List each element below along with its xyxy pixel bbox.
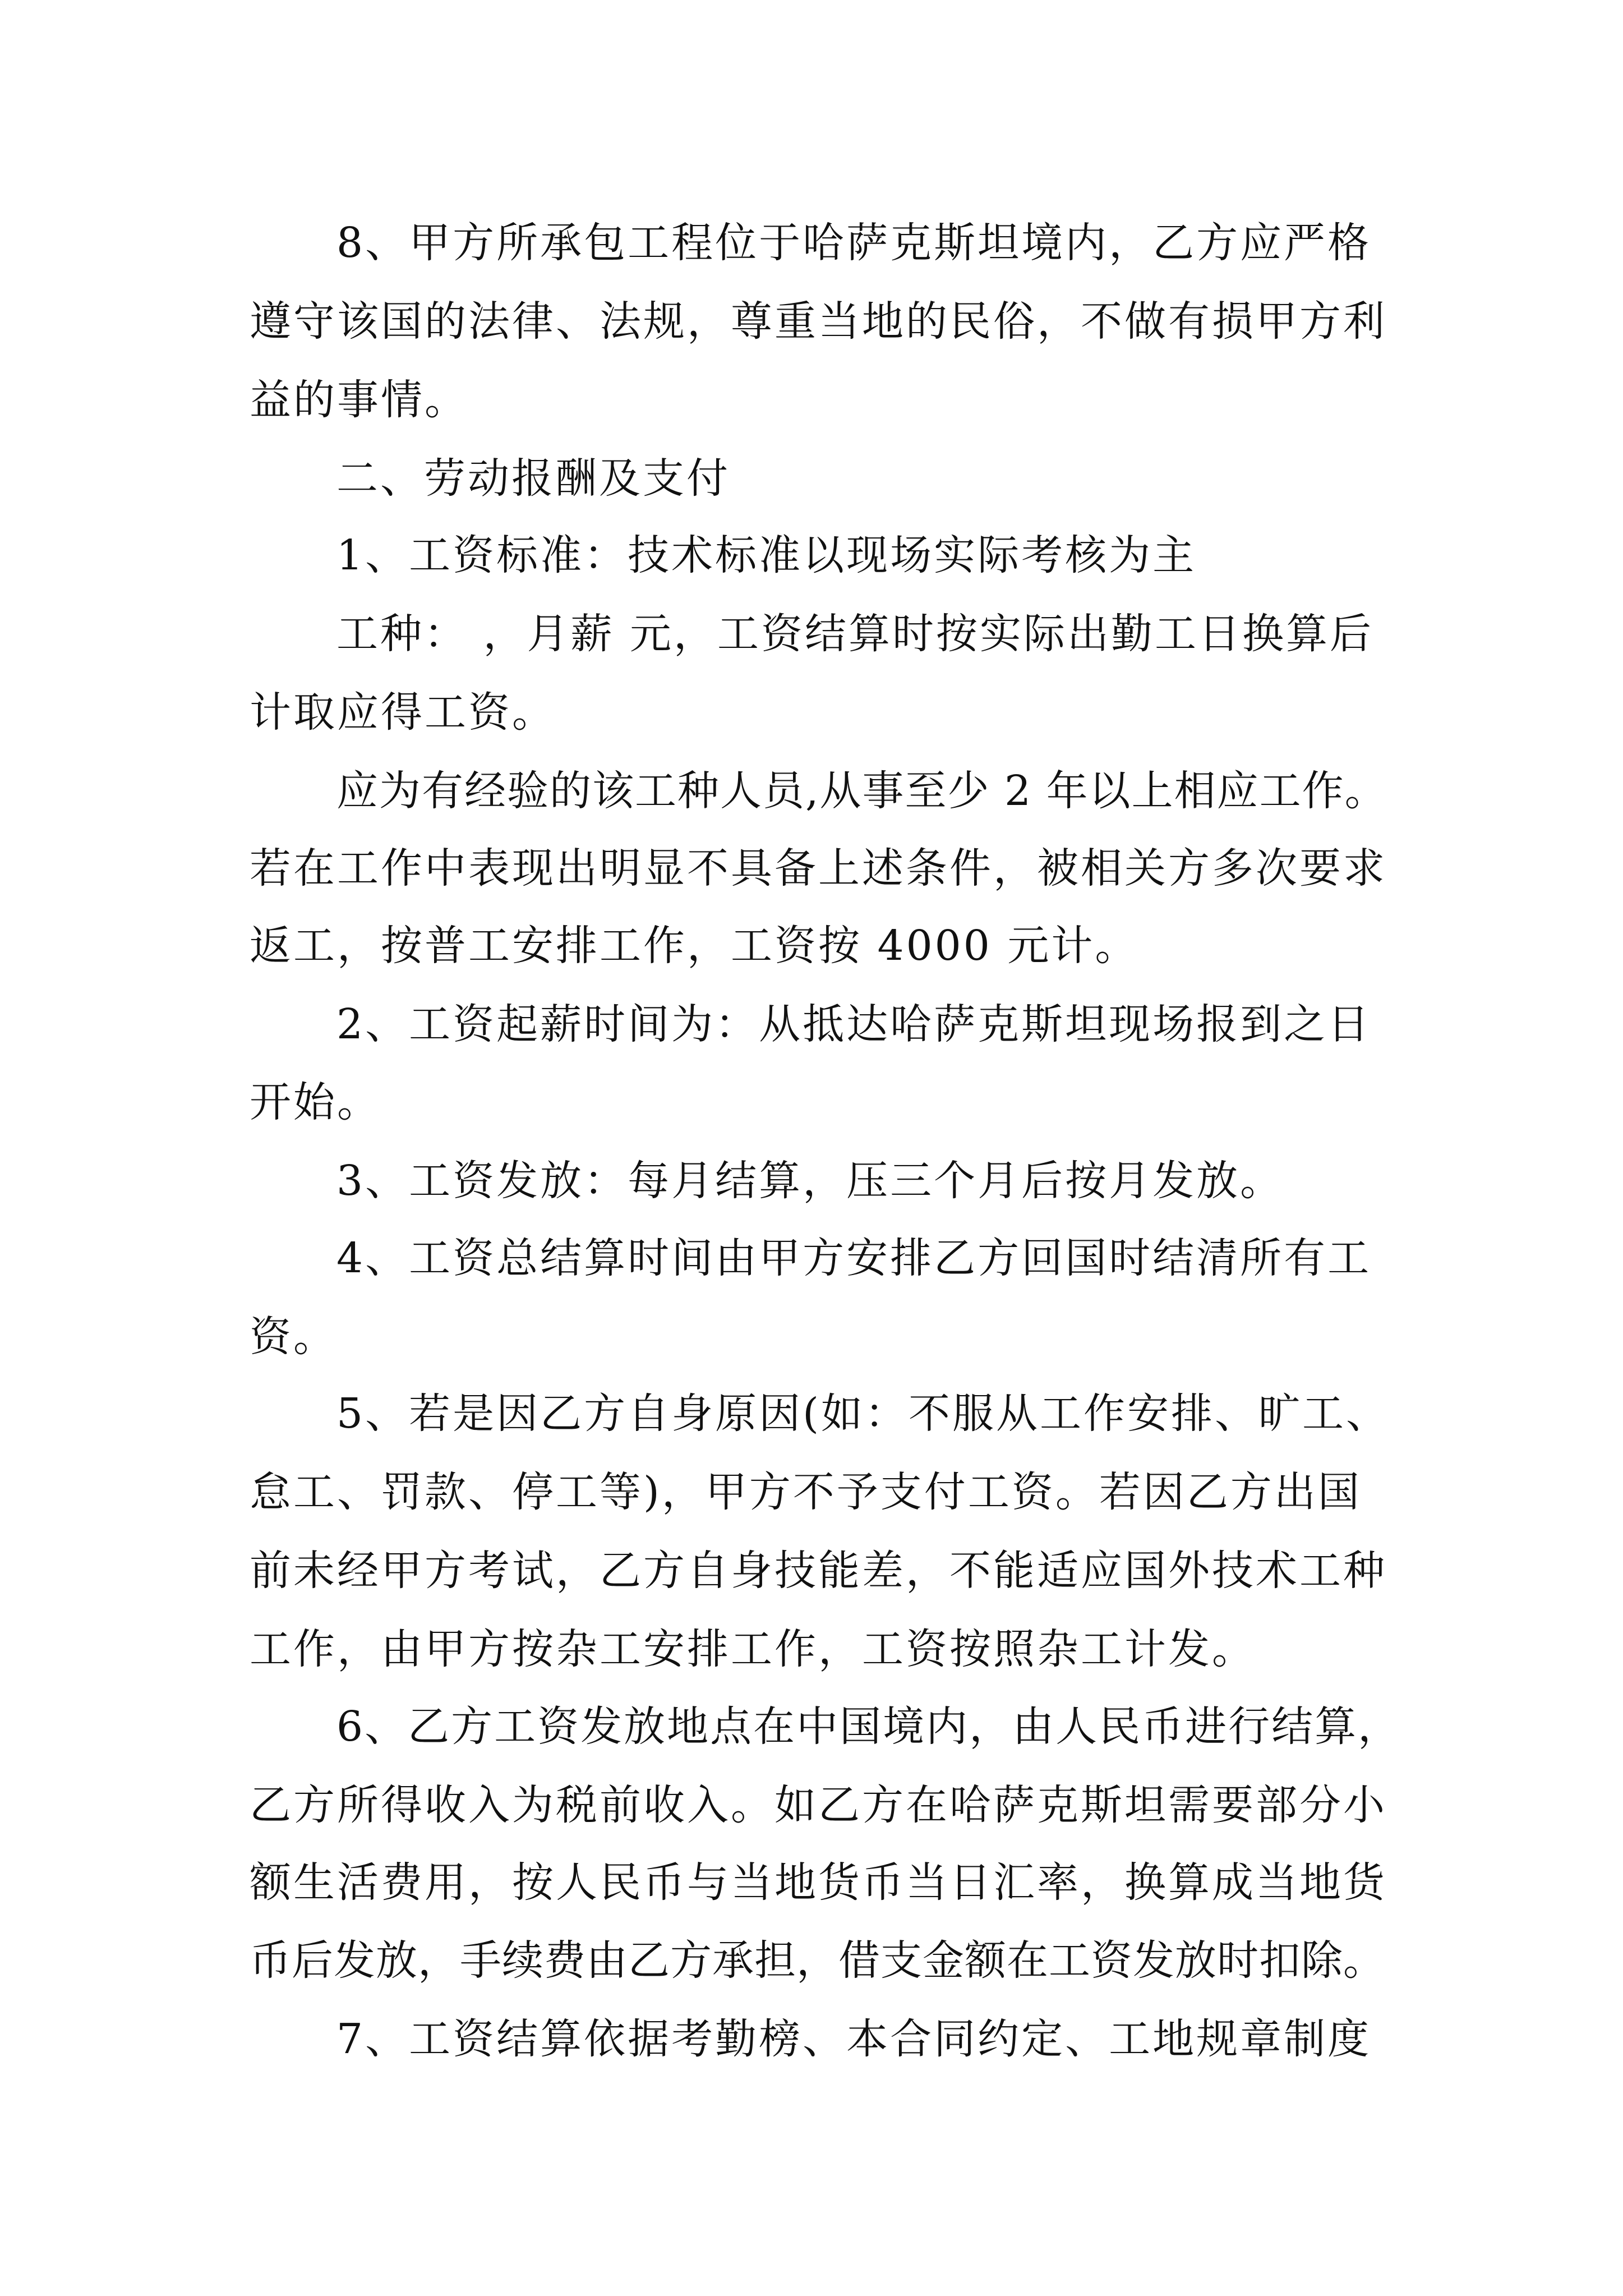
paragraph-line: 应为有经验的该工种人员,从事至少 2 年以上相应工作。 (336, 767, 1387, 815)
paragraph-line: 8、甲方所承包工程位于哈萨克斯坦境内，乙方应严格 (336, 219, 1372, 267)
paragraph-line: 工作，由甲方按杂工安排工作，工资按照杂工计发。 (250, 1625, 1256, 1673)
paragraph-line: 6、乙方工资发放地点在中国境内，由人民币进行结算， (336, 1703, 1401, 1751)
paragraph-line: 1、工资标准：技术标准以现场实际考核为主 (336, 531, 1197, 579)
paragraph-line: 工种： ，月薪 元，工资结算时按实际出勤工日换算后 (336, 610, 1374, 658)
section-heading: 二、劳动报酬及支付 (336, 454, 730, 503)
paragraph-line: 益的事情。 (250, 376, 468, 424)
paragraph-line: 资。 (250, 1313, 337, 1361)
paragraph-line: 3、工资发放：每月结算，压三个月后按月发放。 (336, 1157, 1284, 1205)
paragraph-line: 7、工资结算依据考勤榜、本合同约定、工地规章制度 (336, 2015, 1372, 2063)
paragraph-line: 币后发放，手续费由乙方承担，借支金额在工资发放时扣除。 (250, 1936, 1385, 1985)
paragraph-line: 乙方所得收入为税前收入。如乙方在哈萨克斯坦需要部分小 (250, 1781, 1387, 1829)
paragraph-line: 4、工资总结算时间由甲方安排乙方回国时结清所有工 (336, 1234, 1372, 1282)
paragraph-line: 2、工资起薪时间为：从抵达哈萨克斯坦现场报到之日 (336, 1000, 1372, 1048)
paragraph-line: 开始。 (250, 1078, 381, 1126)
paragraph-line: 怠工、罚款、停工等)，甲方不予支付工资。若因乙方出国 (250, 1468, 1362, 1516)
paragraph-line: 返工，按普工安排工作，工资按 4000 元计。 (250, 922, 1139, 970)
paragraph-line: 若在工作中表现出明显不具备上述条件，被相关方多次要求 (250, 844, 1387, 892)
paragraph-line: 额生活费用，按人民币与当地货币当日汇率，换算成当地货 (250, 1858, 1387, 1907)
paragraph-line: 遵守该国的法律、法规，尊重当地的民俗，不做有损甲方利 (250, 297, 1387, 346)
paragraph-line: 5、若是因乙方自身原因(如：不服从工作安排、旷工、 (336, 1389, 1390, 1438)
paragraph-line: 前未经甲方考试，乙方自身技能差，不能适应国外技术工种 (250, 1547, 1387, 1595)
paragraph-line: 计取应得工资。 (250, 688, 556, 737)
